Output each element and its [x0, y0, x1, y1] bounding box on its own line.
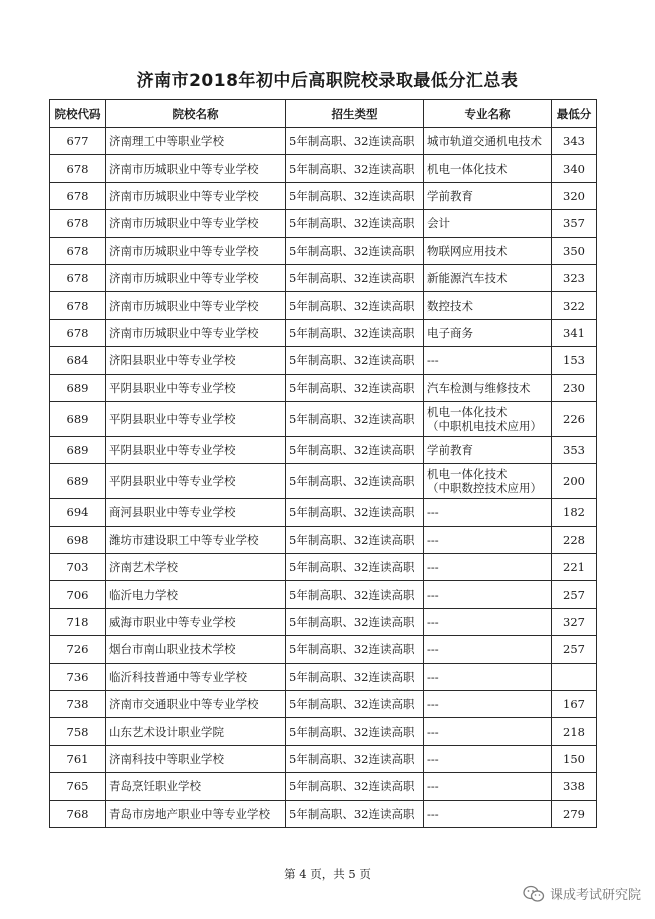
major-name-cell: [424, 237, 552, 264]
enrollment-type-cell: 5年制高职、32连读高职: [286, 499, 424, 526]
school-name-cell: 济南市历城职业中等专业学校: [106, 292, 286, 319]
enrollment-type-cell: 5年制高职、32连读高职: [286, 464, 424, 499]
table-row: [50, 292, 597, 319]
major-name-text: ---: [427, 532, 439, 547]
school-code-cell: 768: [50, 800, 106, 827]
school-code-cell: 678: [50, 292, 106, 319]
major-name-text: 城市轨道交通机电技术: [427, 134, 542, 149]
enrollment-type-cell: 5年制高职、32连读高职: [286, 608, 424, 635]
header-code: 院校代码: [50, 100, 106, 128]
school-name-cell: 济南艺术学校: [106, 554, 286, 581]
table-row: [50, 745, 597, 772]
school-code-cell: 678: [50, 319, 106, 346]
major-name-cell: [424, 526, 552, 553]
enrollment-type-cell: 5年制高职、32连读高职: [286, 436, 424, 463]
school-code-cell: 726: [50, 636, 106, 663]
school-name-cell: 济南科技中等职业学校: [106, 745, 286, 772]
school-name-cell: 济阳县职业中等专业学校: [106, 347, 286, 374]
major-name-cell: [424, 374, 552, 401]
enrollment-type-cell: 5年制高职、32连读高职: [286, 155, 424, 182]
major-name-cell: [424, 773, 552, 800]
table-body: [50, 128, 597, 828]
min-score-cell: 353: [552, 436, 597, 463]
school-name-cell: 平阴县职业中等专业学校: [106, 374, 286, 401]
major-note-text: （中职数控技术应用）: [427, 481, 542, 496]
enrollment-type-cell: 5年制高职、32连读高职: [286, 773, 424, 800]
enrollment-type-cell: 5年制高职、32连读高职: [286, 663, 424, 690]
school-code-cell: 689: [50, 436, 106, 463]
enrollment-type-cell: 5年制高职、32连读高职: [286, 374, 424, 401]
major-name-text: 机电一体化技术: [427, 404, 508, 419]
major-name-text: 学前教育: [427, 188, 473, 203]
school-name-cell: 济南市历城职业中等专业学校: [106, 182, 286, 209]
school-code-cell: 738: [50, 691, 106, 718]
table-row: [50, 374, 597, 401]
major-name-cell: [424, 581, 552, 608]
major-name-cell: [424, 691, 552, 718]
school-name-cell: 威海市职业中等专业学校: [106, 608, 286, 635]
min-score-cell: 350: [552, 237, 597, 264]
school-name-cell: 济南市历城职业中等专业学校: [106, 237, 286, 264]
major-name-text: ---: [427, 779, 439, 794]
enrollment-type-cell: 5年制高职、32连读高职: [286, 401, 424, 436]
table-row: [50, 663, 597, 690]
table-row: [50, 319, 597, 346]
enrollment-type-cell: 5年制高职、32连读高职: [286, 347, 424, 374]
enrollment-type-cell: 5年制高职、32连读高职: [286, 745, 424, 772]
enrollment-type-cell: 5年制高职、32连读高职: [286, 581, 424, 608]
school-name-cell: 平阴县职业中等专业学校: [106, 401, 286, 436]
school-name-cell: 烟台市南山职业技术学校: [106, 636, 286, 663]
watermark: [523, 884, 641, 903]
major-name-cell: [424, 554, 552, 581]
min-score-cell: 343: [552, 128, 597, 155]
table-row: [50, 718, 597, 745]
major-name-text: ---: [427, 560, 439, 575]
enrollment-type-cell: 5年制高职、32连读高职: [286, 636, 424, 663]
school-name-cell: 济南理工中等职业学校: [106, 128, 286, 155]
school-code-cell: 678: [50, 237, 106, 264]
enrollment-type-cell: 5年制高职、32连读高职: [286, 691, 424, 718]
score-table: [49, 99, 597, 828]
watermark-text: 课成考试研究院: [549, 888, 641, 903]
major-name-cell: [424, 264, 552, 291]
table-row: [50, 554, 597, 581]
enrollment-type-cell: 5年制高职、32连读高职: [286, 319, 424, 346]
enrollment-type-cell: 5年制高职、32连读高职: [286, 128, 424, 155]
school-name-cell: 平阴县职业中等专业学校: [106, 436, 286, 463]
table-row: [50, 347, 597, 374]
school-code-cell: 736: [50, 663, 106, 690]
major-name-text: ---: [427, 505, 439, 520]
table-row: [50, 526, 597, 553]
min-score-cell: 218: [552, 718, 597, 745]
min-score-cell: 221: [552, 554, 597, 581]
table-row: [50, 155, 597, 182]
min-score-cell: 150: [552, 745, 597, 772]
min-score-cell: 279: [552, 800, 597, 827]
min-score-cell: 320: [552, 182, 597, 209]
min-score-cell: 257: [552, 581, 597, 608]
enrollment-type-cell: 5年制高职、32连读高职: [286, 800, 424, 827]
school-code-cell: 689: [50, 374, 106, 401]
major-name-text: 机电一体化技术: [427, 467, 508, 482]
wechat-icon: [523, 885, 545, 903]
major-name-text: ---: [427, 642, 439, 657]
header-major: 专业名称: [424, 100, 552, 128]
major-name-cell: [424, 718, 552, 745]
table-row: [50, 182, 597, 209]
major-name-text: ---: [427, 615, 439, 630]
table-row: [50, 237, 597, 264]
min-score-cell: 226: [552, 401, 597, 436]
school-code-cell: 684: [50, 347, 106, 374]
header-score: 最低分: [552, 100, 597, 128]
major-name-cell: [424, 210, 552, 237]
min-score-cell: 327: [552, 608, 597, 635]
table-row: [50, 464, 597, 499]
school-code-cell: 718: [50, 608, 106, 635]
major-name-cell: [424, 128, 552, 155]
major-name-text: 学前教育: [427, 443, 473, 458]
major-name-text: 物联网应用技术: [427, 243, 508, 258]
min-score-cell: 257: [552, 636, 597, 663]
major-name-cell: [424, 292, 552, 319]
table-row: [50, 800, 597, 827]
min-score-cell: 341: [552, 319, 597, 346]
score-table-container: [49, 99, 596, 828]
school-name-cell: 济南市历城职业中等专业学校: [106, 210, 286, 237]
min-score-cell: 340: [552, 155, 597, 182]
school-name-cell: 临沂科技普通中等专业学校: [106, 663, 286, 690]
min-score-cell: 200: [552, 464, 597, 499]
major-name-text: ---: [427, 806, 439, 821]
school-code-cell: 703: [50, 554, 106, 581]
school-code-cell: 765: [50, 773, 106, 800]
major-name-text: 会计: [427, 216, 450, 231]
min-score-cell: 357: [552, 210, 597, 237]
school-name-cell: 济南市历城职业中等专业学校: [106, 264, 286, 291]
min-score-cell: 338: [552, 773, 597, 800]
min-score-cell: 182: [552, 499, 597, 526]
major-name-cell: [424, 636, 552, 663]
table-row: [50, 691, 597, 718]
school-code-cell: 678: [50, 210, 106, 237]
enrollment-type-cell: 5年制高职、32连读高职: [286, 526, 424, 553]
enrollment-type-cell: 5年制高职、32连读高职: [286, 237, 424, 264]
major-name-text: ---: [427, 752, 439, 766]
document-title: 济南市2018年初中后高职院校录取最低分汇总表: [136, 71, 519, 91]
school-code-cell: 694: [50, 499, 106, 526]
major-name-cell: [424, 182, 552, 209]
major-name-cell: [424, 608, 552, 635]
table-row: [50, 401, 597, 436]
enrollment-type-cell: 5年制高职、32连读高职: [286, 292, 424, 319]
table-row: [50, 499, 597, 526]
school-name-cell: 商河县职业中等专业学校: [106, 499, 286, 526]
school-name-cell: 济南市历城职业中等专业学校: [106, 319, 286, 346]
major-name-text: ---: [427, 669, 439, 684]
major-name-text: ---: [427, 697, 439, 712]
min-score-cell: 230: [552, 374, 597, 401]
major-name-text: ---: [427, 353, 439, 368]
major-name-text: 机电一体化技术: [427, 161, 508, 176]
min-score-cell: 167: [552, 691, 597, 718]
enrollment-type-cell: 5年制高职、32连读高职: [286, 210, 424, 237]
school-name-cell: 潍坊市建设职工中等专业学校: [106, 526, 286, 553]
school-name-cell: 临沂电力学校: [106, 581, 286, 608]
table-row: [50, 128, 597, 155]
table-header-row: [50, 100, 597, 128]
table-row: [50, 773, 597, 800]
major-name-cell: [424, 745, 552, 772]
school-name-cell: 青岛市房地产职业中等专业学校: [106, 800, 286, 827]
major-name-cell: [424, 319, 552, 346]
school-code-cell: 758: [50, 718, 106, 745]
school-code-cell: 706: [50, 581, 106, 608]
school-name-cell: 平阴县职业中等专业学校: [106, 464, 286, 499]
enrollment-type-cell: 5年制高职、32连读高职: [286, 264, 424, 291]
school-name-cell: 山东艺术设计职业学院: [106, 718, 286, 745]
school-code-cell: 689: [50, 401, 106, 436]
major-name-text: 数控技术: [427, 298, 473, 313]
table-row: [50, 264, 597, 291]
major-name-cell: [424, 401, 552, 436]
page-number: 第 4 页，共 5 页: [284, 867, 371, 881]
major-name-cell: [424, 347, 552, 374]
min-score-cell: [552, 663, 597, 690]
major-name-cell: [424, 436, 552, 463]
major-name-text: ---: [427, 724, 439, 739]
major-name-cell: [424, 663, 552, 690]
table-row: [50, 636, 597, 663]
enrollment-type-cell: 5年制高职、32连读高职: [286, 182, 424, 209]
major-name-text: 新能源汽车技术: [427, 271, 508, 286]
major-note-text: （中职机电技术应用）: [427, 418, 542, 433]
major-name-cell: [424, 464, 552, 499]
school-code-cell: 698: [50, 526, 106, 553]
school-code-cell: 689: [50, 464, 106, 499]
school-code-cell: 761: [50, 745, 106, 772]
min-score-cell: 323: [552, 264, 597, 291]
header-type: 招生类型: [286, 100, 424, 128]
enrollment-type-cell: 5年制高职、32连读高职: [286, 718, 424, 745]
major-name-text: 电子商务: [427, 325, 473, 340]
major-name-text: ---: [427, 587, 439, 602]
school-code-cell: 677: [50, 128, 106, 155]
school-name-cell: 青岛烹饪职业学校: [106, 773, 286, 800]
table-row: [50, 608, 597, 635]
min-score-cell: 322: [552, 292, 597, 319]
school-code-cell: 678: [50, 264, 106, 291]
major-name-text: 汽车检测与维修技术: [427, 380, 531, 395]
major-name-cell: [424, 800, 552, 827]
school-code-cell: 678: [50, 182, 106, 209]
table-row: [50, 210, 597, 237]
school-code-cell: 678: [50, 155, 106, 182]
table-row: [50, 436, 597, 463]
school-name-cell: 济南市交通职业中等专业学校: [106, 691, 286, 718]
table-row: [50, 581, 597, 608]
min-score-cell: 228: [552, 526, 597, 553]
major-name-cell: [424, 155, 552, 182]
school-name-cell: 济南市历城职业中等专业学校: [106, 155, 286, 182]
major-name-cell: [424, 499, 552, 526]
enrollment-type-cell: 5年制高职、32连读高职: [286, 554, 424, 581]
min-score-cell: 153: [552, 347, 597, 374]
header-school: 院校名称: [106, 100, 286, 128]
